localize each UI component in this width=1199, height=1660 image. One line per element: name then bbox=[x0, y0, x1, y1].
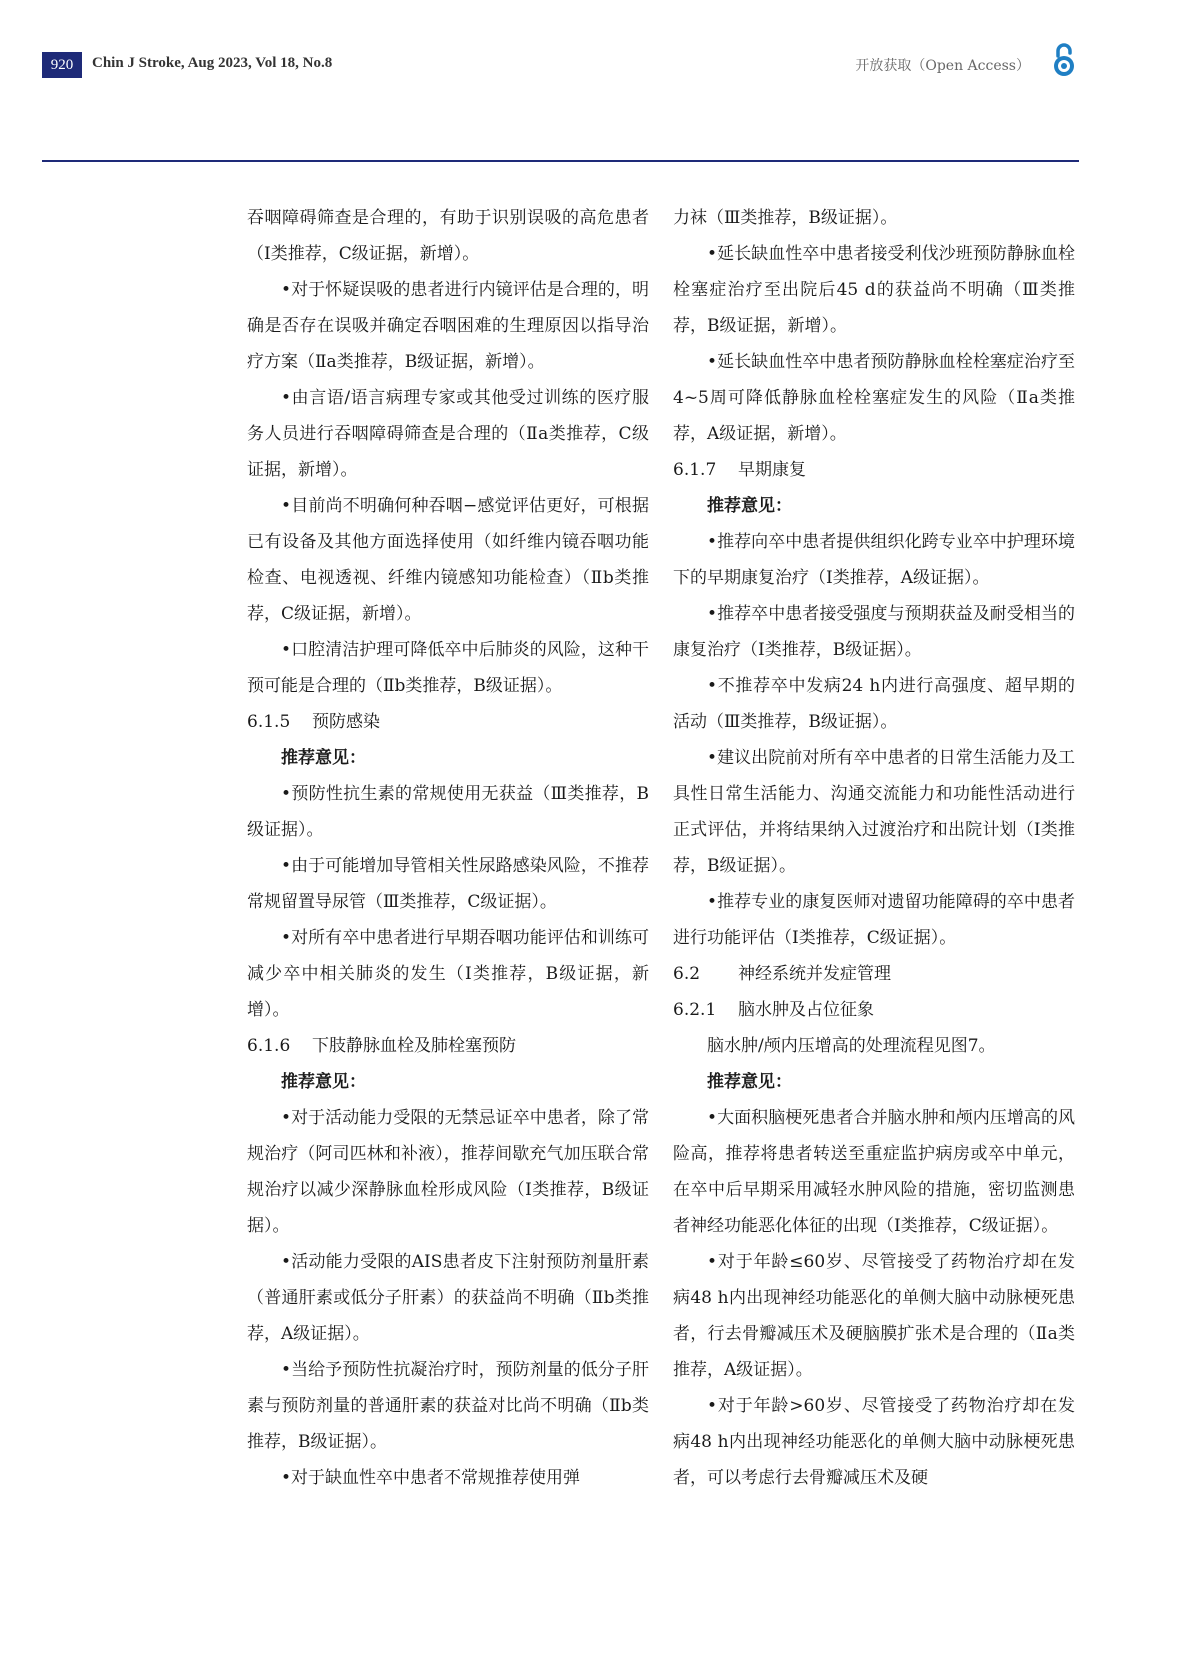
paragraph: •建议出院前对所有卒中患者的日常生活能力及工具性日常生活能力、沟通交流能力和功能性活动进行正式评估，并将结果纳入过渡治疗和出院计划（Ⅰ类推荐，B级证据）。 bbox=[673, 748, 1075, 876]
left-column bbox=[247, 200, 649, 1496]
section-heading bbox=[673, 452, 1075, 488]
paragraph: •对于年龄>60岁、尽管接受了药物治疗却在发病48 h内出现神经功能恶化的单侧大脑中动脉梗死患者，可以考虑行去骨瓣减压术及硬 bbox=[673, 1396, 1075, 1488]
section-number: 6.1.6 bbox=[247, 1036, 291, 1056]
paragraph: •对于缺血性卒中患者不常规推荐使用弹 bbox=[281, 1468, 581, 1488]
paragraph: •活动能力受限的AIS患者皮下注射预防剂量肝素（普通肝素或低分子肝素）的获益尚不明确（Ⅱb类推荐，A级证据）。 bbox=[247, 1252, 649, 1344]
paragraph: •对于年龄≤60岁、尽管接受了药物治疗却在发病48 h内出现神经功能恶化的单侧大脑中动脉梗死患者，行去骨瓣减压术及硬脑膜扩张术是合理的（Ⅱa类推荐，A级证据）。 bbox=[673, 1252, 1075, 1380]
section-number: 6.1.5 bbox=[247, 712, 291, 732]
open-access-lock-icon bbox=[1050, 42, 1078, 78]
section-title: 脑水肿及占位征象 bbox=[738, 1000, 874, 1020]
section-heading bbox=[247, 704, 649, 740]
paragraph: •对于活动能力受限的无禁忌证卒中患者，除了常规治疗（阿司匹林和补液），推荐间歇充气加压联合常规治疗以减少深静脉血栓形成风险（Ⅰ类推荐，B级证据）。 bbox=[247, 1108, 649, 1236]
paragraph: 脑水肿/颅内压增高的处理流程见图7。 bbox=[707, 1036, 996, 1056]
section-title: 神经系统并发症管理 bbox=[738, 964, 891, 984]
right-column bbox=[673, 200, 1075, 1496]
page-number-badge: 920 bbox=[42, 52, 82, 78]
section-heading bbox=[247, 1028, 649, 1064]
section-number: 6.2.1 bbox=[673, 1000, 717, 1020]
paragraph: •不推荐卒中发病24 h内进行高强度、超早期的活动（Ⅲ类推荐，B级证据）。 bbox=[673, 676, 1075, 732]
open-access-label: 开放获取（Open Access） bbox=[855, 58, 1030, 74]
paragraph: •推荐专业的康复医师对遗留功能障碍的卒中患者进行功能评估（Ⅰ类推荐，C级证据）。 bbox=[673, 892, 1075, 948]
paragraph: •大面积脑梗死患者合并脑水肿和颅内压增高的风险高，推荐将患者转送至重症监护病房或卒中单元，在卒中后早期采用减轻水肿风险的措施，密切监测患者神经功能恶化体征的出现（Ⅰ类推荐，C级证据）。 bbox=[673, 1108, 1075, 1236]
paragraph: •推荐卒中患者接受强度与预期获益及耐受相当的康复治疗（Ⅰ类推荐，B级证据）。 bbox=[673, 604, 1075, 660]
paragraph: •目前尚不明确何种吞咽−感觉评估更好，可根据已有设备及其他方面选择使用（如纤维内镜吞咽功能检查、电视透视、纤维内镜感知功能检查）（Ⅱb类推荐，C级证据，新增）。 bbox=[247, 496, 649, 624]
paragraph: •口腔清洁护理可降低卒中后肺炎的风险，这种干预可能是合理的（Ⅱb类推荐，B级证据）。 bbox=[247, 640, 649, 696]
paragraph: •延长缺血性卒中患者接受利伐沙班预防静脉血栓栓塞症治疗至出院后45 d的获益尚不明确（Ⅲ类推荐，B级证据，新增）。 bbox=[673, 244, 1075, 336]
recommendation-label: 推荐意见： bbox=[281, 748, 366, 768]
paragraph: •对于怀疑误吸的患者进行内镜评估是合理的，明确是否存在误吸并确定吞咽困难的生理原因以指导治疗方案（Ⅱa类推荐，B级证据，新增）。 bbox=[247, 280, 649, 372]
paragraph: •由于可能增加导管相关性尿路感染风险，不推荐常规留置导尿管（Ⅲ类推荐，C级证据）。 bbox=[247, 856, 649, 912]
paragraph: •当给予预防性抗凝治疗时，预防剂量的低分子肝素与预防剂量的普通肝素的获益对比尚不明确（Ⅱb类推荐，B级证据）。 bbox=[247, 1360, 649, 1452]
section-number: 6.1.7 bbox=[673, 460, 717, 480]
section-title: 早期康复 bbox=[738, 460, 806, 480]
paragraph: 吞咽障碍筛查是合理的，有助于识别误吸的高危患者（Ⅰ类推荐，C级证据，新增）。 bbox=[247, 208, 649, 264]
recommendation-label: 推荐意见： bbox=[281, 1072, 366, 1092]
section-number: 6.2 bbox=[673, 964, 701, 984]
paragraph: •预防性抗生素的常规使用无获益（Ⅲ类推荐，B级证据）。 bbox=[247, 784, 649, 840]
journal-citation: Chin J Stroke, Aug 2023, Vol 18, No.8 bbox=[92, 55, 333, 71]
header-rule bbox=[42, 160, 1079, 162]
section-heading bbox=[673, 956, 1075, 992]
paragraph: •对所有卒中患者进行早期吞咽功能评估和训练可减少卒中相关肺炎的发生（Ⅰ类推荐，B级证据，新增）。 bbox=[247, 928, 649, 1020]
paragraph: •推荐向卒中患者提供组织化跨专业卒中护理环境下的早期康复治疗（Ⅰ类推荐，A级证据）。 bbox=[673, 532, 1075, 588]
paragraph: •由言语/语言病理专家或其他受过训练的医疗服务人员进行吞咽障碍筛查是合理的（Ⅱa类推荐，C级证据，新增）。 bbox=[247, 388, 649, 480]
recommendation-label: 推荐意见： bbox=[707, 1072, 792, 1092]
paragraph: 力袜（Ⅲ类推荐，B级证据）。 bbox=[673, 208, 898, 228]
recommendation-label: 推荐意见： bbox=[707, 496, 792, 516]
paragraph: •延长缺血性卒中患者预防静脉血栓栓塞症治疗至4~5周可降低静脉血栓栓塞症发生的风险（Ⅱa类推荐，A级证据，新增）。 bbox=[673, 352, 1075, 444]
page-header bbox=[0, 0, 1199, 160]
section-title: 下肢静脉血栓及肺栓塞预防 bbox=[312, 1036, 516, 1056]
section-heading bbox=[673, 992, 1075, 1028]
section-title: 预防感染 bbox=[312, 712, 380, 732]
